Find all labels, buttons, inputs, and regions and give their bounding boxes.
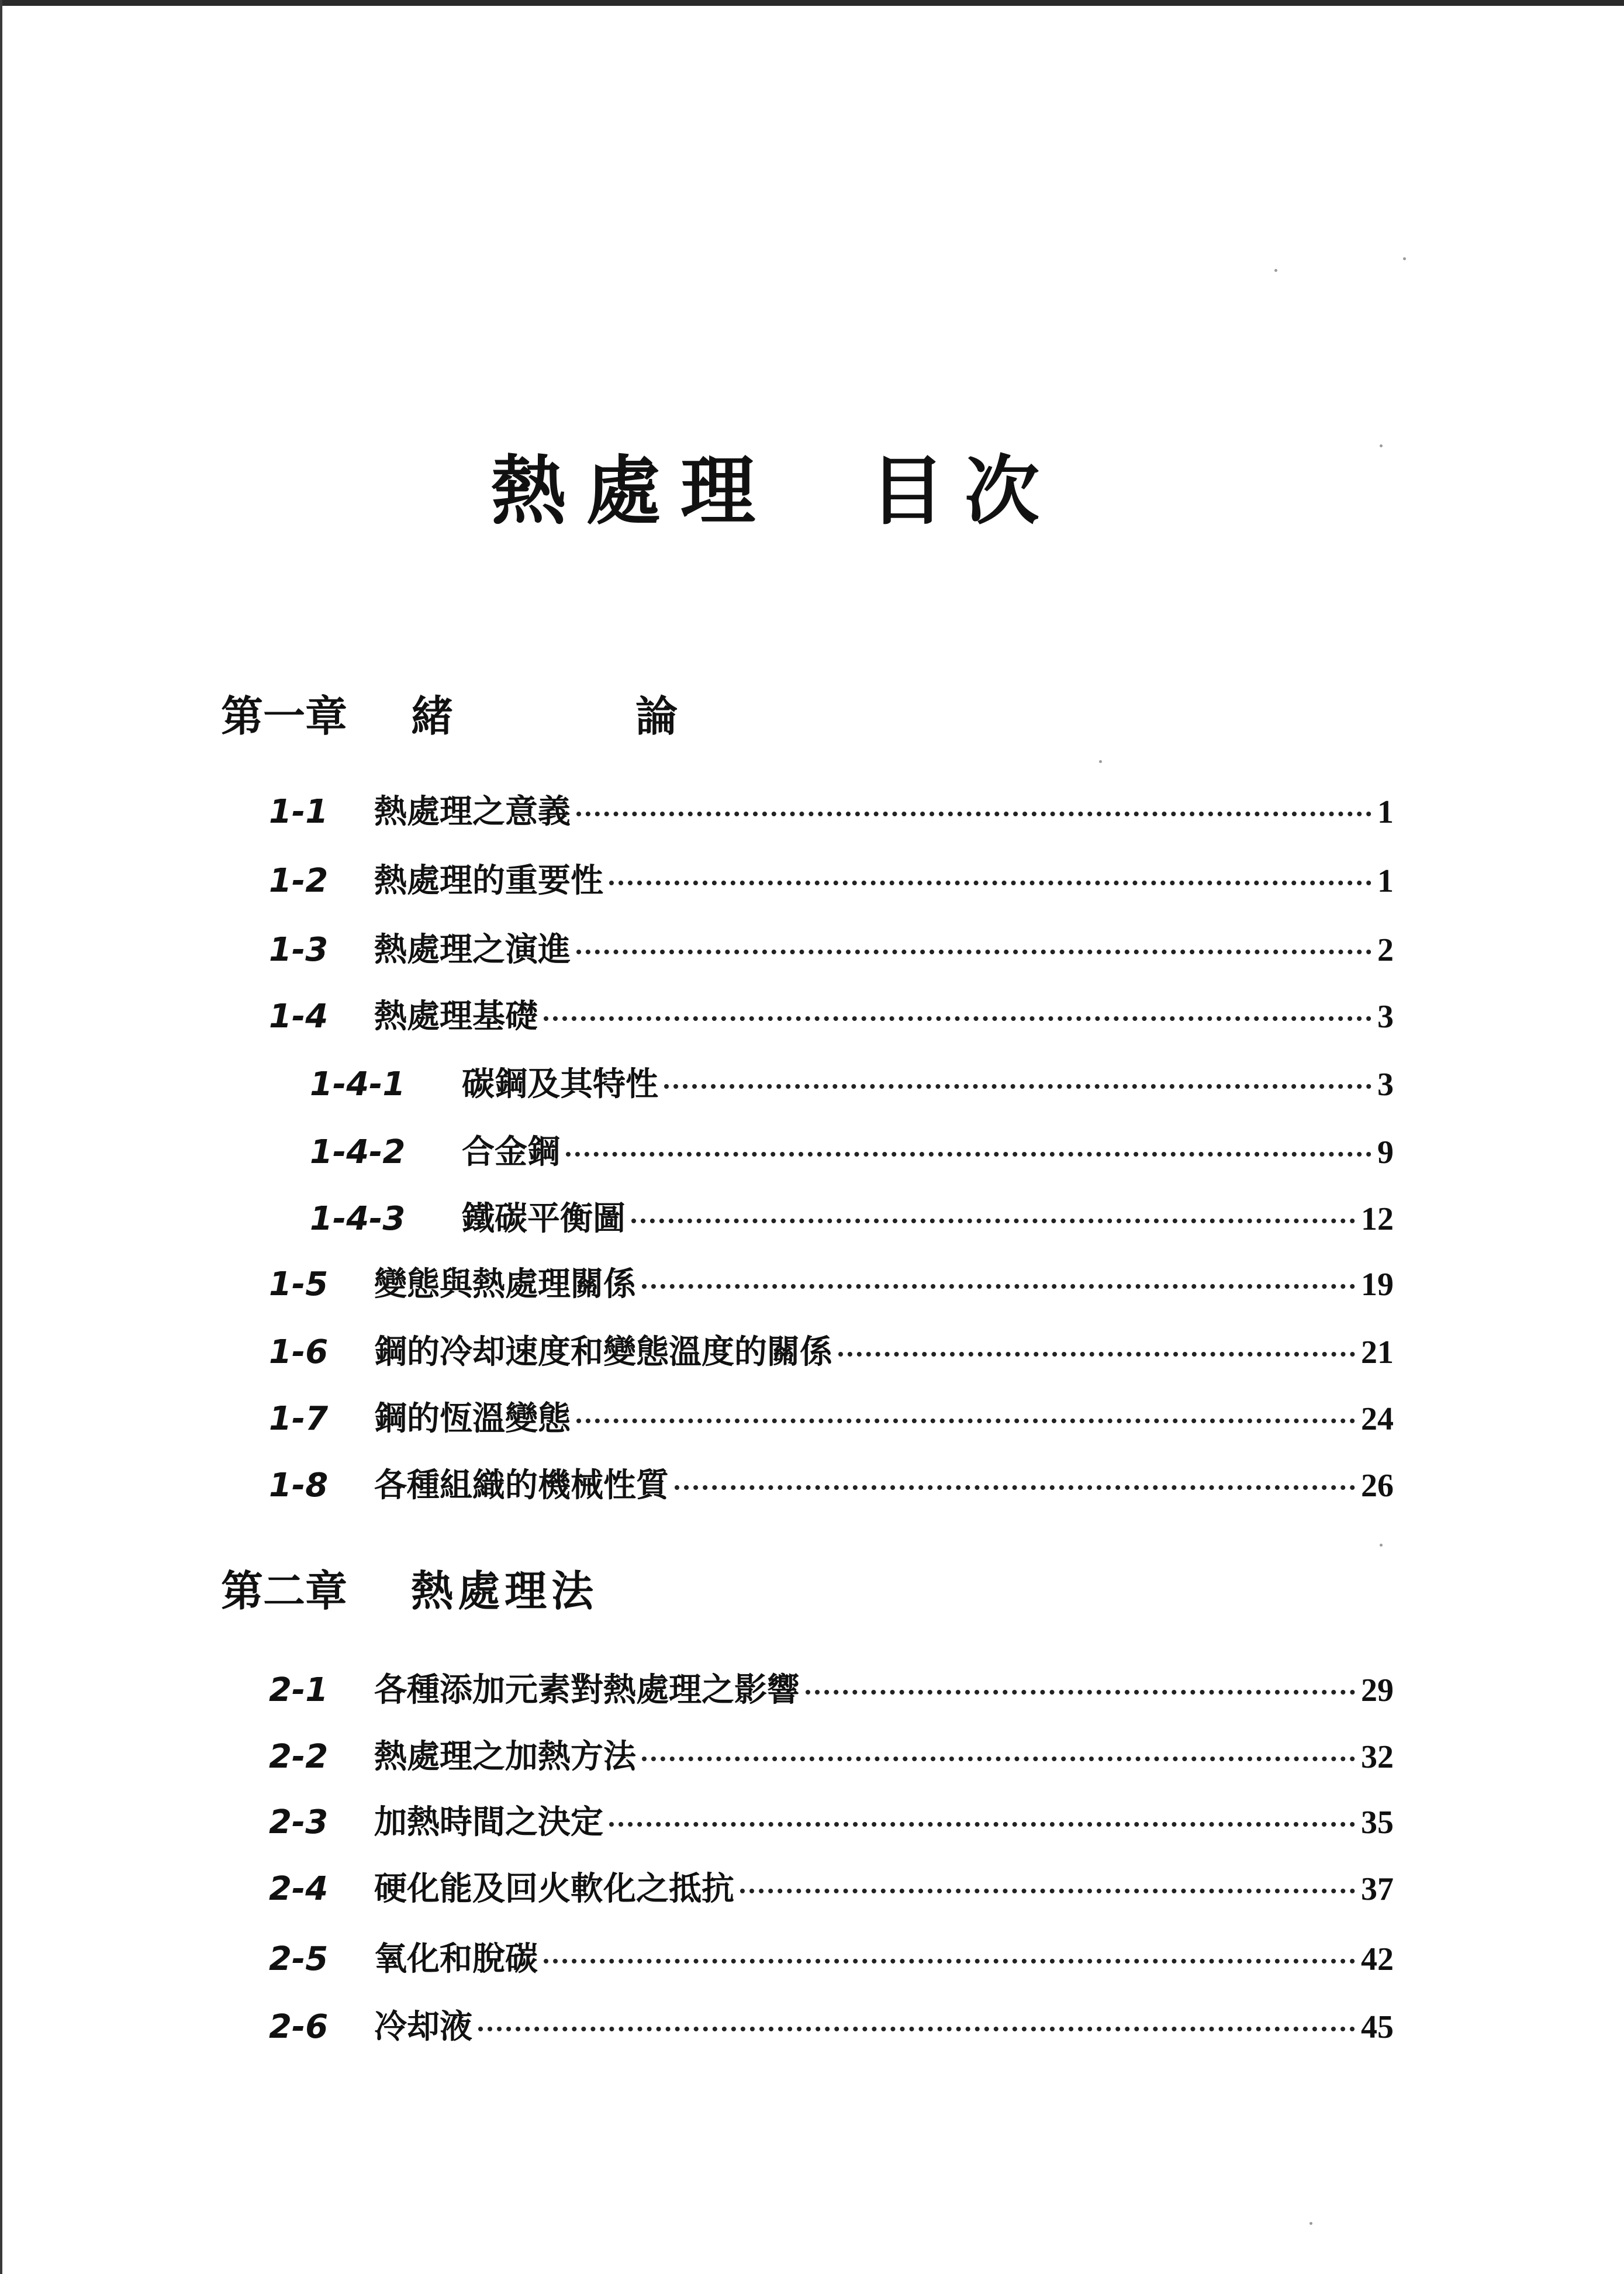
entry-title: 變態與熱處理關係 <box>374 1265 636 1303</box>
toc-entry-2-4[interactable] <box>269 1865 1394 1912</box>
entry-title: 氧化和脫碳 <box>374 1940 538 1978</box>
leader-dots <box>609 881 1371 885</box>
entry-title: 碳鋼及其特性 <box>462 1065 658 1103</box>
entry-number: 2-2 <box>269 1738 329 1776</box>
chapter-title: 緒 論 <box>411 691 748 741</box>
entry-page: 42 <box>1361 1941 1394 1978</box>
entry-page: 29 <box>1361 1672 1394 1709</box>
entry-number: 1-8 <box>269 1466 329 1505</box>
entry-page: 9 <box>1377 1134 1394 1171</box>
page-title: 熱處理 目次 <box>491 447 1060 535</box>
entry-page: 37 <box>1361 1871 1394 1907</box>
scan-left-edge <box>0 0 2 2274</box>
entry-number: 2-6 <box>269 2008 329 2046</box>
entry-page: 26 <box>1361 1468 1394 1504</box>
scan-speck <box>1380 1544 1383 1547</box>
entry-number: 1-4-1 <box>310 1065 406 1103</box>
toc-entry-2-3[interactable] <box>269 1799 1394 1845</box>
entry-title: 鋼的恆溫變態 <box>374 1399 571 1438</box>
entry-number: 2-3 <box>269 1803 329 1841</box>
toc-entry-1-4-2[interactable] <box>310 1129 1394 1175</box>
leader-dots <box>576 950 1371 954</box>
entry-number: 2-5 <box>269 1940 329 1978</box>
toc-entry-1-7[interactable] <box>269 1395 1394 1442</box>
entry-page: 19 <box>1361 1267 1394 1303</box>
leader-dots <box>566 1152 1371 1157</box>
entry-title: 各種組織的機械性質 <box>374 1466 669 1505</box>
entry-number: 1-5 <box>269 1265 329 1303</box>
entry-number: 1-1 <box>269 793 329 831</box>
toc-entry-1-1[interactable] <box>269 788 1394 835</box>
chapter-title: 熱處理法 <box>411 1566 599 1616</box>
entry-page: 2 <box>1377 932 1394 968</box>
chapter-heading-2 <box>221 1565 598 1617</box>
toc-entry-2-1[interactable] <box>269 1666 1394 1713</box>
entry-title: 鐵碳平衡圖 <box>462 1199 626 1238</box>
entry-title: 熱處理基礎 <box>374 997 538 1036</box>
leader-dots <box>642 1284 1355 1289</box>
leader-dots <box>740 1889 1355 1893</box>
scan-speck <box>1403 257 1406 260</box>
toc-entry-1-3[interactable] <box>269 926 1394 973</box>
entry-page: 3 <box>1377 999 1394 1035</box>
toc-entry-2-2[interactable] <box>269 1733 1394 1780</box>
entry-number: 1-4 <box>269 998 329 1036</box>
entry-page: 24 <box>1361 1401 1394 1437</box>
entry-page: 1 <box>1377 863 1394 899</box>
entry-title: 加熱時間之決定 <box>374 1803 603 1841</box>
entry-page: 1 <box>1377 794 1394 830</box>
entry-number: 1-4-3 <box>310 1200 406 1238</box>
leader-dots <box>806 1690 1355 1695</box>
toc-entry-1-5[interactable] <box>269 1261 1394 1307</box>
leader-dots <box>631 1219 1355 1223</box>
leader-dots <box>576 1419 1355 1423</box>
entry-title: 熱處理之意義 <box>374 792 571 831</box>
scan-speck <box>1309 2222 1312 2225</box>
entry-title: 熱處理之演進 <box>374 930 571 969</box>
entry-number: 1-6 <box>269 1333 329 1371</box>
entry-page: 35 <box>1361 1804 1394 1841</box>
entry-title: 各種添加元素對熱處理之影響 <box>374 1671 800 1709</box>
scan-speck <box>1380 444 1383 447</box>
toc-entry-2-6[interactable] <box>269 2003 1394 2050</box>
entry-title: 鋼的冷却速度和變態溫度的關係 <box>374 1333 832 1371</box>
toc-entry-1-4[interactable] <box>269 993 1394 1040</box>
leader-dots <box>576 812 1371 816</box>
chapter-number: 第一章 <box>221 691 348 741</box>
entry-number: 1-2 <box>269 862 329 900</box>
entry-title: 合金鋼 <box>462 1133 560 1171</box>
leader-dots <box>642 1757 1355 1761</box>
toc-entry-1-6[interactable] <box>269 1328 1394 1375</box>
leader-dots <box>544 1016 1371 1021</box>
leader-dots <box>609 1822 1355 1827</box>
entry-number: 2-1 <box>269 1671 329 1709</box>
leader-dots <box>838 1352 1355 1357</box>
scan-top-edge <box>0 0 1624 6</box>
chapter-number: 第二章 <box>221 1566 348 1616</box>
entry-number: 2-4 <box>269 1870 329 1908</box>
leader-dots <box>664 1084 1371 1089</box>
toc-entry-1-4-1[interactable] <box>310 1061 1394 1107</box>
entry-page: 3 <box>1377 1067 1394 1103</box>
toc-entry-1-8[interactable] <box>269 1462 1394 1509</box>
entry-page: 12 <box>1361 1201 1394 1237</box>
entry-title: 硬化能及回火軟化之抵抗 <box>374 1869 734 1908</box>
entry-title: 熱處理的重要性 <box>374 861 603 900</box>
entry-number: 1-7 <box>269 1400 329 1438</box>
entry-title: 熱處理之加熱方法 <box>374 1737 636 1776</box>
leader-dots <box>544 1959 1355 1964</box>
toc-entry-1-2[interactable] <box>269 857 1394 904</box>
scan-speck <box>1099 760 1102 763</box>
leader-dots <box>675 1485 1355 1490</box>
scan-speck <box>1274 269 1277 272</box>
entry-number: 1-4-2 <box>310 1133 406 1171</box>
entry-number: 1-3 <box>269 931 329 969</box>
entry-page: 21 <box>1361 1334 1394 1371</box>
toc-entry-1-4-3[interactable] <box>310 1195 1394 1242</box>
entry-page: 45 <box>1361 2009 1394 2045</box>
chapter-heading-1 <box>221 690 748 743</box>
toc-entry-2-5[interactable] <box>269 1935 1394 1982</box>
leader-dots <box>478 2027 1355 2031</box>
entry-title: 冷却液 <box>374 2007 472 2046</box>
entry-page: 32 <box>1361 1739 1394 1775</box>
